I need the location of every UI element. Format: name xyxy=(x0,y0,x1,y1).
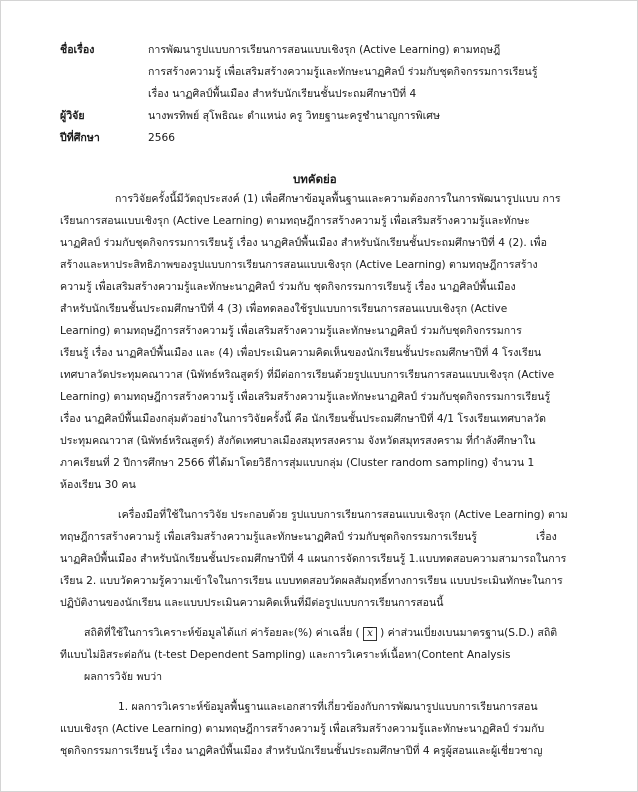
paragraph-line: เครื่องมือที่ใช้ในการวิจัย ประกอบด้วย รูปแบบการเรียนการสอนแบบเชิงรุก (Active Learning) ตาม xyxy=(118,509,568,521)
paragraph-line: ห้องเรียน 30 คน xyxy=(60,479,136,491)
paragraph-line: ทฤษฎีการสร้างความรู้ เพื่อเสริมสร้างความรู้และทักษะนาฏศิลป์ ร่วมกับชุดกิจกรรมการเรียนรู้ xyxy=(60,531,477,543)
topic-label: ชื่อเรื่อง xyxy=(60,44,95,56)
mean-symbol: $\overline{x}$ xyxy=(363,627,377,641)
paragraph-line: ความรู้ เพื่อเสริมสร้างความรู้และทักษะนาฏศิลป์ ร่วมกับ ชุดกิจกรรมการเรียนรู้ เรื่อง นาฏศิลป์พื้นเมือง xyxy=(60,281,516,293)
paragraph-line: เทศบาลวัดประทุมคณาวาส (นิพัทธ์หริณสูตร์) ที่มีต่อการเรียนด้วยรูปแบบการเรียนการสอนแบบเชิงรุก (Active xyxy=(60,369,555,381)
paragraph-line: ทีแบบไม่อิสระต่อกัน (t-test Dependent Sampling) และการวิเคราะห์เนื้อหา(Content Analysis xyxy=(60,649,511,661)
paragraph-line: Learning) ตามทฤษฎีการสร้างความรู้ เพื่อเสริมสร้างความรู้และทักษะนาฏศิลป์ ร่วมกับชุดกิจกรรมการ xyxy=(60,325,522,337)
paragraph-line: ประทุมคณาวาส (นิพัทธ์หริณสูตร์) สังกัดเทศบาลเมืองสมุทรสงคราม จังหวัดสมุทรสงคราม ที่กำลังศึกษาใน xyxy=(60,435,536,447)
researcher-value: นางพรทิพย์ สุโพธิณะ ตำแหน่ง ครู วิทยฐานะครูชำนาญการพิเศษ xyxy=(148,110,440,122)
paragraph-line: สร้างและหาประสิทธิภาพของรูปแบบการเรียนการสอนแบบเชิงรุก (Active Learning) ตามทฤษฎีการสร้าง xyxy=(60,259,538,271)
paragraph-line: เรียนรู้ เรื่อง นาฏศิลป์พื้นเมือง และ (4) เพื่อประเมินความคิดเห็นของนักเรียนชั้นประถมศึกษาปีที่ 4 โรงเรียน xyxy=(60,347,542,359)
paragraph-line: 1. ผลการวิเคราะห์ข้อมูลพื้นฐานและเอกสารที่เกี่ยวข้องกับการพัฒนารูปแบบการเรียนการสอน xyxy=(118,701,538,713)
paragraph-line: นาฏศิลป์ ร่วมกับชุดกิจกรรมการเรียนรู้ เรื่อง นาฏศิลป์พื้นเมือง สำหรับนักเรียนชั้นประถมศึกษาปีที่ 4 (2). เพื่อ xyxy=(60,237,548,249)
statistics-text: สถิติที่ใช้ในการวิเคราะห์ข้อมูลได้แก่ ค่าร้อยละ(%) ค่าเฉลี่ย ( xyxy=(84,627,360,639)
abstract-heading: บทคัดย่อ xyxy=(293,172,337,186)
paragraph-line: แบบเชิงรุก (Active Learning) ตามทฤษฎีการสร้างความรู้ เพื่อเสริมสร้างความรู้และทักษะนาฏศิลป์ ร่วมกับ xyxy=(60,723,545,735)
paragraph-line: ภาคเรียนที่ 2 ปีการศึกษา 2566 ที่ได้มาโดยวิธีการสุ่มแบบกลุ่ม (Cluster random sampling) จำนวน 1 xyxy=(60,457,535,469)
year-value: 2566 xyxy=(148,132,175,144)
paragraph-line: การวิจัยครั้งนี้มีวัตถุประสงค์ (1) เพื่อศึกษาข้อมูลพื้นฐานและความต้องการในการพัฒนารูปแบบ การ xyxy=(115,193,561,205)
topic-line: การพัฒนารูปแบบการเรียนการสอนแบบเชิงรุก (Active Learning) ตามทฤษฎี xyxy=(148,44,501,56)
researcher-label: ผู้วิจัย xyxy=(60,110,85,122)
statistics-text: ) ค่าส่วนเบี่ยงเบนมาตรฐาน(S.D.) สถิติ xyxy=(380,627,558,639)
paragraph-line: สำหรับนักเรียนชั้นประถมศึกษาปีที่ 4 (3) เพื่อทดลองใช้รูปแบบการเรียนการสอนแบบเชิงรุก (Active xyxy=(60,303,508,315)
year-label: ปีที่ศึกษา xyxy=(60,132,100,144)
paragraph-line: ชุดกิจกรรมการเรียนรู้ เรื่อง นาฏศิลป์พื้นเมือง สำหรับนักเรียนชั้นประถมศึกษาปีที่ 4 ครูผู้สอนและผู้เชี่ยวชาญ xyxy=(60,745,543,757)
paragraph-word: เรื่อง xyxy=(536,531,557,543)
paragraph-line: ปฏิบัติงานของนักเรียน และแบบประเมินความคิดเห็นที่มีต่อรูปแบบการเรียนการสอนนี้ xyxy=(60,597,444,609)
paragraph-line: เรื่อง นาฏศิลป์พื้นเมืองกลุ่มตัวอย่างในการวิจัยครั้งนี้ คือ นักเรียนชั้นประถมศึกษาปีที่ 4/1 โรงเรียนเทศบาลวัด xyxy=(60,413,546,425)
paragraph-line: เรียน 2. แบบวัดความรู้ความเข้าใจในการเรียน แบบทดสอบวัดผลสัมฤทธิ์ทางการเรียน แบบประเมินทักษะในการ xyxy=(60,575,563,587)
paragraph-line: เรียนการสอนแบบเชิงรุก (Active Learning) ตามทฤษฎีการสร้างความรู้ เพื่อเสริมสร้างความรู้และทักษะ xyxy=(60,215,530,227)
topic-line: เรื่อง นาฏศิลป์พื้นเมือง สำหรับนักเรียนชั้นประถมศึกษาปีที่ 4 xyxy=(148,88,417,100)
statistics-line xyxy=(84,626,557,641)
topic-line: การสร้างความรู้ เพื่อเสริมสร้างความรู้และทักษะนาฏศิลป์ ร่วมกับชุดกิจกรรมการเรียนรู้ xyxy=(148,66,538,78)
results-heading: ผลการวิจัย พบว่า xyxy=(84,671,163,683)
paragraph-line: นาฏศิลป์พื้นเมือง สำหรับนักเรียนชั้นประถมศึกษาปีที่ 4 แผนการจัดการเรียนรู้ 1.แบบทดสอบความสามารถในการ xyxy=(60,553,567,565)
paragraph-line: Learning) ตามทฤษฎีการสร้างความรู้ เพื่อเสริมสร้างความรู้และทักษะนาฏศิลป์ ร่วมกับชุดกิจกรรมการเรียนรู้ xyxy=(60,391,551,403)
